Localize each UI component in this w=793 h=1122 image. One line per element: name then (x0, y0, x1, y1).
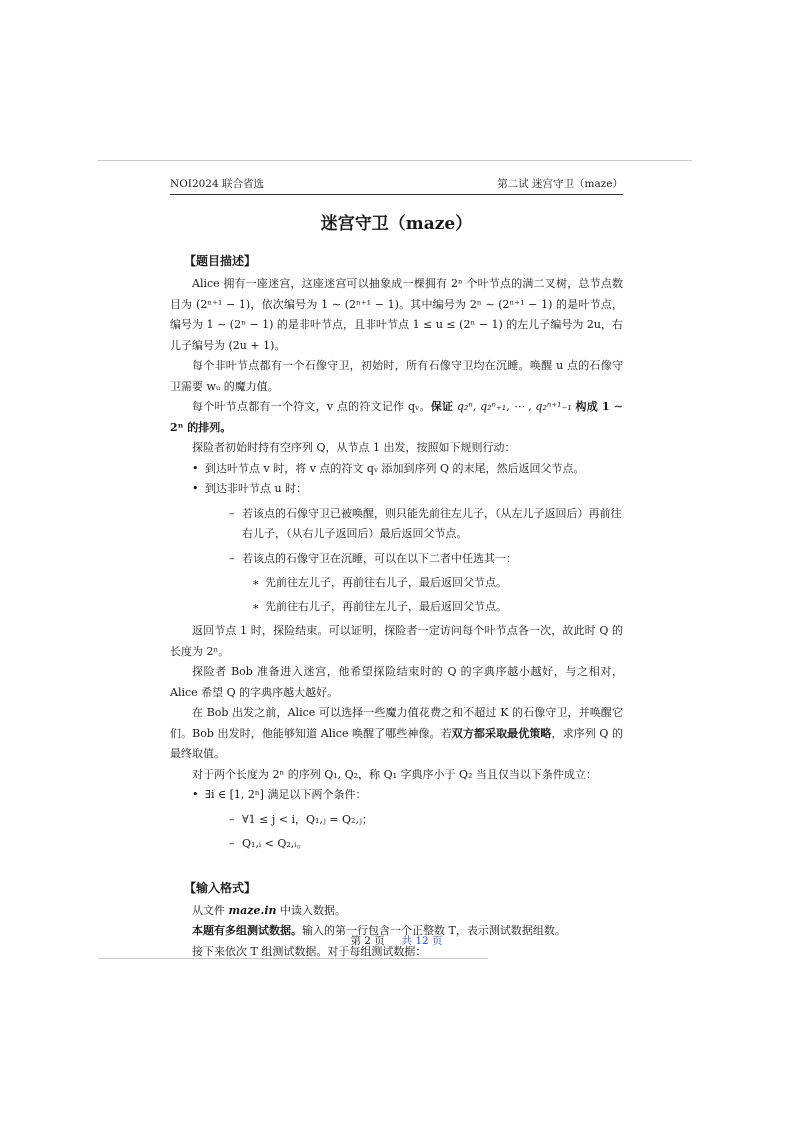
header-right: 第二试 迷宫守卫（maze） (497, 178, 623, 190)
runes-permutation: 构成 1 ∼ 2ⁿ 的排列。 (170, 400, 624, 434)
page-title: 迷宫守卫（maze） (320, 214, 473, 234)
paragraph-runes (170, 397, 623, 438)
header-divider (170, 194, 623, 195)
multi-test-text: 输入的第一行包含一个正整数 T，表示测试数据组数。 (302, 924, 566, 937)
runes-math: q₂ⁿ, q₂ⁿ₊₁, ⋯ , q₂ⁿ⁺¹₋₁ (453, 400, 576, 413)
lexicographic-list (170, 785, 623, 855)
page-content (170, 206, 623, 962)
condition-item: – ∀1 ≤ j < i，Q₁,ⱼ = Q₂,ⱼ； (229, 810, 623, 831)
multi-test-bold: 本题有多组测试数据。 (192, 924, 302, 937)
paragraph-test-groups: 接下来依次 T 组测试数据。对于每组测试数据： (192, 944, 427, 958)
paragraph-guards: 每个非叶节点都有一个石像守卫，初始时，所有石像守卫均在沉睡。唤醒 u 点的石像守卫需要 wᵤ 的魔力值。 (170, 359, 623, 393)
paragraph-explorer-rules: 探险者初始时持有空序列 Q，从节点 1 出发，按照如下规则行动： (192, 441, 516, 454)
optimal-strategy: 双方都采取最优策略 (451, 726, 552, 740)
total-pages[interactable]: 共 12 页 (401, 935, 443, 947)
list-item-text: ∃i ∈ [1, 2ⁿ] 满足以下两个条件： (205, 788, 367, 801)
input-file-name: maze.in (228, 903, 277, 917)
list-item (192, 479, 623, 617)
top-rule (98, 160, 692, 161)
page-number: 第 2 页 (350, 935, 385, 947)
section-heading-description: 【题目描述】 (184, 254, 257, 268)
paragraph-input-file (170, 901, 623, 922)
sub-list (205, 504, 623, 618)
sub-list-item: – 若该点的石像守卫已被唤醒，则只能先前往左儿子，（从左儿子返回后）再前往右儿子，（从右儿子返回后）最后返回父节点。 (229, 504, 623, 545)
paragraph-bob: 探险者 Bob 准备进入迷宫，他希望探险结束时的 Q 的字典序越小越好，与之相对，Alice 希望 Q 的字典序越大越好。 (170, 665, 623, 699)
sub-list-item-text: 若该点的石像守卫在沉睡，可以在以下二者中任选其一： (242, 551, 517, 565)
alice-wake-text: 在 Bob 出发之前，Alice 可以选择一些魔力值花费之和不超过 K 的石像守卫，并唤醒它们。Bob 出发时，他能够知道 Alice 唤醒了哪些神像。若 (170, 706, 623, 740)
input-file-suffix: 中读入数据。 (276, 903, 347, 917)
alice-wake-tail: ，求序列 Q 的最终取值。 (170, 726, 623, 760)
sub-list-item (229, 549, 623, 618)
header-left: NOI2024 联合省选 (170, 178, 265, 190)
option-item: ∗ 先前往右儿子，再前往左儿子，最后返回父节点。 (252, 597, 623, 618)
option-list (242, 573, 623, 617)
list-item (192, 785, 623, 855)
condition-list (205, 810, 623, 855)
paragraph-return: 返回节点 1 时，探险结束。可以证明，探险者一定访问每个叶节点各一次，故此时 Q 的长度为 2ⁿ。 (170, 624, 623, 658)
section-heading-input: 【输入格式】 (184, 880, 257, 895)
paragraph-alice-wake (170, 703, 623, 765)
rules-list (170, 459, 623, 618)
list-item: • 到达叶节点 v 时，将 v 点的符文 qᵥ 添加到序列 Q 的末尾，然后返回父节点。 (192, 459, 623, 480)
input-file-prefix: 从文件 (192, 903, 229, 917)
list-item-text: 到达非叶节点 u 时： (205, 482, 308, 495)
runes-guarantee: 保证 (430, 400, 454, 413)
condition-item: – Q₁,ᵢ < Q₂,ᵢ。 (229, 834, 623, 855)
paragraph-maze-structure: Alice 拥有一座迷宫，这座迷宫可以抽象成一棵拥有 2ⁿ 个叶节点的满二叉树，总节点数目为 (2ⁿ⁺¹ − 1)，依次编号为 1 ∼ (2ⁿ⁺¹ − 1)。其中编号为 2ⁿ ∼ (2ⁿ⁺¹ − 1) 的是叶节点，编号为 1 ∼ (2ⁿ − 1) 的是非叶节点，且非叶节点 1 ≤ u ≤ (2ⁿ − 1) 的左儿子编号为 2u，右儿子编号为 (2u + 1)。 (170, 277, 623, 352)
runes-text: 每个叶节点都有一个符文，v 点的符文记作 qᵥ。 (192, 400, 431, 413)
page-footer (170, 933, 623, 948)
option-item: ∗ 先前往左儿子，再前往右儿子，最后返回父节点。 (252, 573, 623, 594)
paragraph-lexicographic: 对于两个长度为 2ⁿ 的序列 Q₁, Q₂，称 Q₁ 字典序小于 Q₂ 当且仅当以下条件成立： (192, 767, 597, 781)
